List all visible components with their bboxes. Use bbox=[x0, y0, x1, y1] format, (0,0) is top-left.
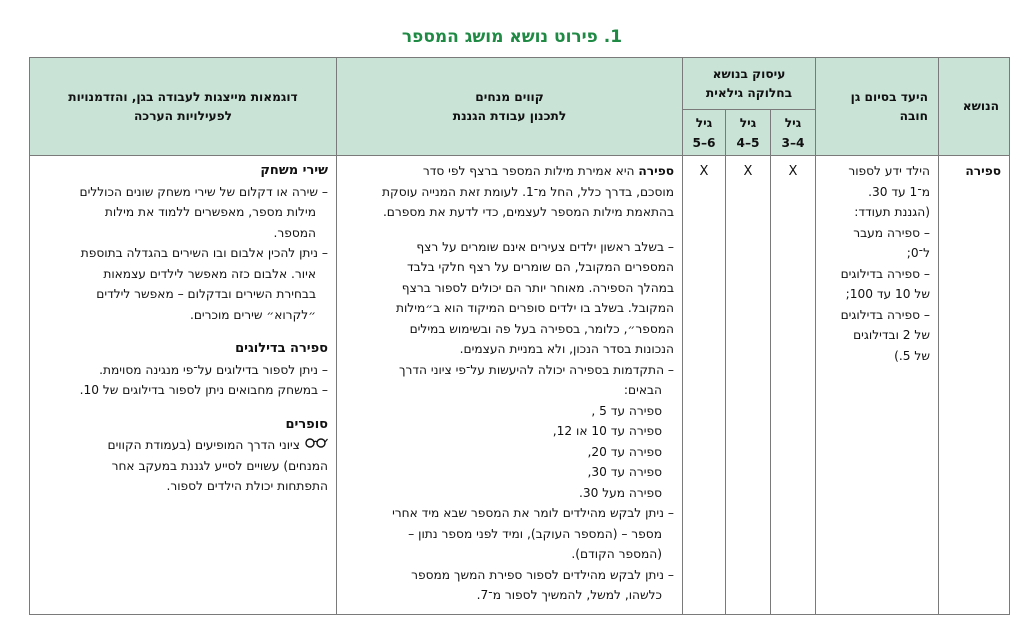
header-goal bbox=[816, 58, 939, 156]
header-age-group bbox=[683, 58, 816, 110]
example-line: מילות מספר, מאפשרים ללמוד את מילות bbox=[104, 205, 316, 219]
goal-line: – ספירה בדילוגים bbox=[840, 307, 930, 322]
example-line: – במשחק מחבואים ניתן לספור בדילוגים של 10. bbox=[79, 383, 328, 397]
guideline-line: – בשלב ראשון ילדים צעירים אינם שומרים על רצף bbox=[416, 239, 674, 254]
age-label: גיל bbox=[784, 115, 802, 130]
cell-guidelines bbox=[337, 156, 683, 615]
topic-name: ספירה bbox=[965, 164, 1001, 178]
example-line: – ניתן לספור בדילוגים על־פי מנגינה מסוימת. bbox=[99, 362, 328, 377]
header-age-5-6 bbox=[683, 110, 726, 156]
goal-line: של 10 עד 100; bbox=[845, 287, 930, 301]
guideline-intro-term: ספירה bbox=[638, 164, 674, 178]
example-line: ציוני הדרך המופיעים (בעמודת הקווים bbox=[107, 438, 300, 452]
guideline-line: – התקדמות בספירה יכולה להיעשות על־פי ציוני הדרך bbox=[398, 362, 674, 377]
guideline-line: בהתאמת מילות המספר לעצמים, כדי לדעת את מספרם. bbox=[382, 205, 674, 219]
example-line: – ניתן להכין אלבום ובו השירים בהגדלה בתוספת bbox=[80, 246, 328, 260]
guideline-line: – ניתן לבקש מהילדים לספור ספירת המשך ממספר bbox=[411, 567, 674, 582]
header-guidelines-line1: קווים מנחים bbox=[475, 89, 544, 104]
example-line: ״לקרוא״ שירים מוכרים. bbox=[189, 307, 316, 322]
guideline-line: מוסכם, בדרך כלל, החל מ־1. לעומת זאת המנייה עוסקת bbox=[382, 184, 674, 199]
guideline-line: (המספר הקודם). bbox=[571, 547, 662, 561]
guideline-line: הנכונות בסדר הנכון, ולא במניית העצמים. bbox=[459, 342, 674, 356]
example-line: המנחים) עשויים לסייע לגננת במעקב אחר bbox=[111, 458, 328, 473]
guideline-intro bbox=[345, 161, 674, 182]
table-row bbox=[30, 156, 1010, 615]
example-line: התפתחות יכולת הילדים לספור. bbox=[166, 479, 328, 494]
goal-line: – ספירה מעבר bbox=[853, 225, 930, 240]
age-label: גיל bbox=[695, 115, 713, 130]
age-mark: X bbox=[788, 164, 798, 179]
age-label: גיל bbox=[739, 115, 757, 130]
section-title-counters: סופרים bbox=[285, 416, 328, 432]
goal-line: מ־1 עד 30. bbox=[868, 184, 930, 199]
glasses-icon bbox=[304, 435, 328, 456]
page-title: 1. פירוט נושא מושג המספר bbox=[401, 27, 623, 47]
goal-line: של 2 ובדילוגים bbox=[853, 328, 930, 342]
goal-line: של 5.) bbox=[894, 348, 930, 363]
guideline-line: – ניתן לבקש מהילדים לומר את המספר שבא מיד אחרי bbox=[392, 506, 674, 520]
guideline-line: הבאים: bbox=[623, 383, 662, 397]
cell-age-5-6 bbox=[683, 156, 726, 615]
header-goal-line2: חובה bbox=[899, 108, 928, 123]
guideline-line: במהלך הספירה. מאוחר יותר הם יכולים לספור ברצף bbox=[401, 280, 674, 295]
cell-goal bbox=[816, 156, 939, 615]
cell-topic bbox=[939, 156, 1010, 615]
age-mark: X bbox=[743, 164, 753, 179]
example-line: – שירה או דקלום של שירי משחק שונים הכוללים bbox=[79, 184, 328, 199]
guideline-line: המספר״, כלומר, בספירה בעל פה ובשימוש במילים bbox=[409, 321, 674, 336]
header-guidelines-line2: לתכנון עבודת הגננת bbox=[452, 108, 567, 123]
guideline-line: ספירה עד 20, bbox=[587, 444, 662, 459]
age-mark: X bbox=[699, 164, 709, 179]
section-title-skip-counting: ספירה בדילוגים bbox=[235, 341, 328, 356]
cell-age-4-5 bbox=[726, 156, 771, 615]
guideline-line: ספירה מעל 30. bbox=[578, 485, 662, 500]
header-group-line1: עיסוק בנושא bbox=[712, 66, 786, 81]
goal-line: (הגננת תעודד: bbox=[854, 205, 930, 219]
example-line: איור. אלבום כזה מאפשר לילדים עצמאות bbox=[103, 266, 316, 281]
example-line-with-icon bbox=[38, 435, 328, 456]
example-line: המספר. bbox=[273, 225, 316, 240]
guideline-line: ספירה עד 30, bbox=[587, 465, 662, 479]
header-topic bbox=[939, 58, 1010, 156]
header-age-4-5 bbox=[726, 110, 771, 156]
section-title-play-songs: שירי משחק bbox=[260, 163, 328, 178]
cell-age-3-4 bbox=[771, 156, 816, 615]
header-goal-line1: היעד בסיום גן bbox=[850, 89, 928, 104]
goal-line: ל־0; bbox=[906, 246, 930, 260]
example-line: בבחירת השירים ובדקלום – מאפשר לילדים bbox=[96, 287, 316, 301]
goal-line: – ספירה בדילוגים bbox=[840, 266, 930, 281]
age-range: 5–4 bbox=[736, 135, 760, 150]
age-range: 6–5 bbox=[692, 135, 716, 150]
header-group-line2: בחלוקה גילאית bbox=[705, 85, 793, 100]
cell-examples bbox=[30, 156, 337, 615]
topic-table bbox=[29, 57, 1010, 615]
header-guidelines bbox=[337, 58, 683, 156]
guideline-line: המקובל. בשלב בו ילדים סופרים המיקוד הוא ב״מילות bbox=[395, 301, 674, 315]
header-examples bbox=[30, 58, 337, 156]
header-topic-label: הנושא bbox=[962, 99, 999, 113]
guideline-line: מספר – (המספר העוקב), ומיד לפני מספר נתון – bbox=[408, 526, 662, 541]
age-range: 4–3 bbox=[781, 135, 805, 150]
guideline-intro-text: היא אמירת מילות המספר ברצף לפי סדר bbox=[422, 164, 639, 178]
guideline-line: המספרים המקובל, הם שומרים על רצף חלקי בלבד bbox=[407, 260, 674, 274]
header-age-3-4 bbox=[771, 110, 816, 156]
guideline-line: ספירה עד 10 או 12, bbox=[552, 424, 662, 438]
guideline-line: ספירה עד 5 , bbox=[591, 403, 662, 418]
header-examples-line1: דוגמאות מייצגות לעבודה בגן, והזדמנויות bbox=[68, 89, 298, 104]
guideline-line: כלשהו, למשל, להמשיך לספור מ־7. bbox=[476, 588, 662, 602]
goal-line: הילד ידע לספור bbox=[848, 164, 930, 178]
header-examples-line2: לפעילויות הערכה bbox=[133, 108, 233, 123]
